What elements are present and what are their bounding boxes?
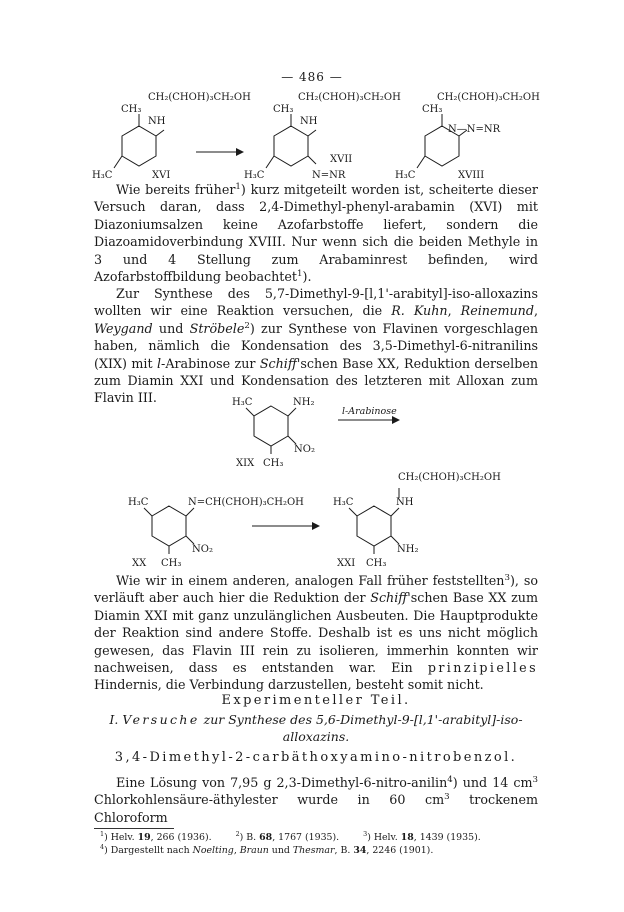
methyl-h3c-xix: H₃C <box>232 397 253 408</box>
methyl-h3c-xx: H₃C <box>128 497 149 508</box>
benzene-ring-xxi <box>357 506 391 546</box>
benzene-ring-xvii <box>274 126 308 166</box>
chain-xxi: CH₂(CHOH)₃CH₂OH <box>398 472 501 483</box>
chain-xviii: CH₂(CHOH)₃CH₂OH <box>437 92 540 103</box>
compound-heading: 3,4-Dimethyl-2-carbäthoxyamino-nitrobenzol. <box>114 750 518 765</box>
paragraph-1: Wie bereits früher$^1$) kurz mitgeteilt worden ist, scheiterte dieser Versuch daran, dass 2,4-Dimethyl-phenyl-arabamin (XVI) mit Diazoniumsalzen keine Azofarbstoffe liefert, sondern die Diazoamidoverbindung XVIII. Nur wenn sich die beiden Methyle in 3 und 4 Stellung zum Arabaminrest befinden, wird Azofarbstoffbildung beobachtet$^1$). <box>94 181 538 285</box>
amine-nh2-xxi: NH₂ <box>397 544 419 555</box>
methyl-h3c-xvii: H₃C <box>244 170 265 181</box>
reaction-scheme-xvi-xviii <box>0 90 624 190</box>
benzene-ring-xx <box>152 506 186 546</box>
azo-group-xvii: N=NR <box>312 170 346 181</box>
methyl-ch3-xx: CH₃ <box>161 558 182 569</box>
benzene-ring-xvi <box>122 126 156 166</box>
label-xxi: XXI <box>337 558 356 569</box>
reaction-scheme-xix <box>0 392 624 472</box>
label-xix: XIX <box>236 458 255 469</box>
footnote-row-1 <box>100 831 540 844</box>
label-xx: XX <box>132 558 147 569</box>
methyl-xviii: CH₃ <box>422 104 443 115</box>
label-xvii: XVII <box>330 154 353 165</box>
footnotes <box>100 831 540 857</box>
reaction-scheme-xx-xxi <box>0 468 624 568</box>
chain-xvi: CH₂(CHOH)₃CH₂OH <box>148 92 251 103</box>
footnote-1: $^1$) Helv. 19, 266 (1936). <box>100 829 212 843</box>
nitro-xix: NO₂ <box>294 444 315 455</box>
footnote-2: $^2$) B. 68, 1767 (1935). <box>235 829 340 843</box>
nitro-xx: NO₂ <box>192 544 213 555</box>
label-xvi: XVI <box>152 170 171 181</box>
methyl-h3c-xvi: H₃C <box>92 170 113 181</box>
methyl-h3c-xviii: H₃C <box>395 170 416 181</box>
methyl-ch3-xxi: CH₃ <box>366 558 387 569</box>
amine-xvi: NH <box>148 116 166 127</box>
paragraph-2: Zur Synthese des 5,7-Dimethyl-9-[l,1'-arabityl]-iso-alloxazins wollten wir eine Reaktion versuchen, die R. Kuhn, Reinemund, Weygand und Ströbele$^2$) zur Synthese von Flavinen vorgeschlagen haben, nämlich die Kondensation des 3,5-Dimethyl-6-nitranilins (XIX) mit l-Arabinose zur Schiff'schen Base XX, Reduktion derselben zum Diamin XXI und Kondensation des letzteren mit Alloxan zum Flavin III. <box>94 286 538 406</box>
footnote-divider <box>94 828 174 829</box>
footnote-row-2 <box>100 844 540 857</box>
arrow-label-arabinose: l-Arabinose <box>342 406 397 417</box>
schiff-base-chain-xx: N=CH(CHOH)₃CH₂OH <box>188 497 304 508</box>
subsection-title: I. Versuche zur Synthese des 5,6-Dimethyl-9-[l,1'-arabityl]-iso-alloxazins. <box>109 712 523 744</box>
amine-nh-xxi: NH <box>396 497 414 508</box>
amine-xvii: NH <box>300 116 318 127</box>
benzene-ring-xix <box>254 406 288 446</box>
methyl-xvii: CH₃ <box>273 104 294 115</box>
label-xviii: XVIII <box>458 170 485 181</box>
methyl-xvi: CH₃ <box>121 104 142 115</box>
paragraph-3: Wie wir in einem anderen, analogen Fall früher feststellten$^3$), so verläuft aber auch hier die Reduktion der Schiff'schen Base XX zum Diamin XXI mit ganz unzulänglichen Ausbeuten. Die Hauptprodukte der Reaktion sind andere Stoffe. Deshalb ist es uns nicht möglich gewesen, das Flavin III rein zu isolieren, immerhin konnten wir nachweisen, dass es entstanden war. Ein prinzipielles Hindernis, die Verbindung darzustellen, besteht somit nicht. <box>94 572 539 693</box>
section-heading: Experimenteller Teil. <box>221 693 411 708</box>
page-number: — 486 — <box>281 70 343 84</box>
methyl-h3c-xxi: H₃C <box>333 497 354 508</box>
chain-xvii: CH₂(CHOH)₃CH₂OH <box>298 92 401 103</box>
footnote-3: $^3$) Helv. 18, 1439 (1935). <box>363 829 481 843</box>
footnote-4: $^4$) Dargestellt nach Noelting, Braun und Thesmar, B. 34, 2246 (1901). <box>100 842 434 856</box>
amine-nh2-xix: NH₂ <box>293 397 315 408</box>
methyl-ch3-xix: CH₃ <box>263 458 284 469</box>
diazoamino-xviii: N—N=NR <box>448 124 501 135</box>
paragraph-4: Eine Lösung von 7,95 g 2,3-Dimethyl-6-nitro-anilin$^4$) und 14 $cm^3$ Chlorkohlensäure-äthylester wurde in 60 $cm^3$ trockenem Chloroform <box>94 774 538 825</box>
